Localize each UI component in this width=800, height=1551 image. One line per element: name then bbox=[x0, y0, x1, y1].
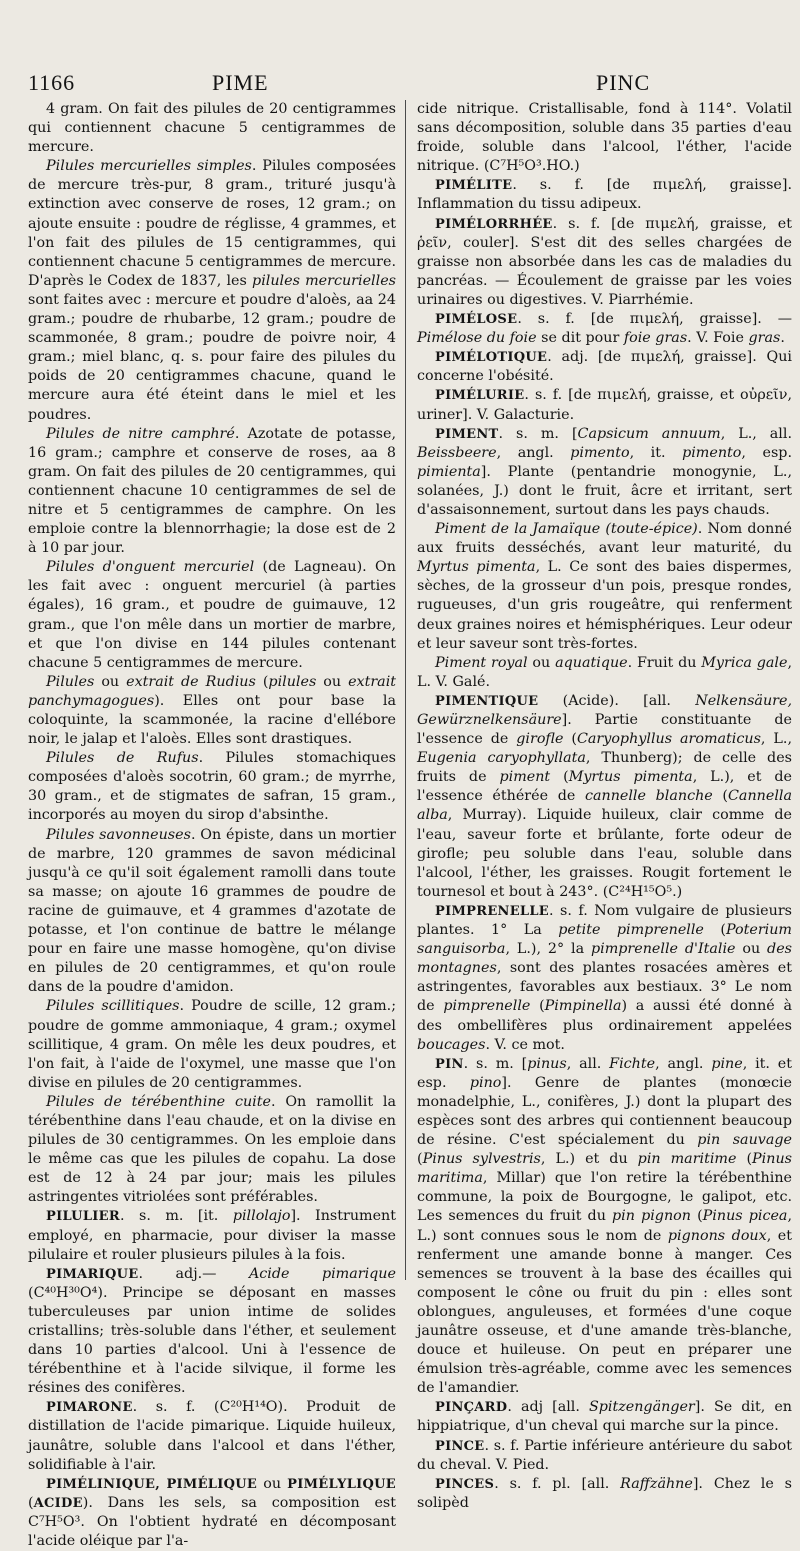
headword: PIMÉLOSE bbox=[435, 312, 518, 328]
entry-text: , sont des plantes rosacées amères et astringentes, favorables aux bestiaux. 3° Le nom de bbox=[417, 960, 792, 1015]
entry-paragraph bbox=[28, 997, 396, 1092]
entry-text: sont faites avec : mercure et poudre d'aloès, aa 24 gram.; poudre de rhubarbe, 12 gram.; poudre de scammonée, 8 gram.; poudre de poivre noir, 4 gram.; miel blanc, q. s. pour faire des pilules du poids de 20 centigrammes chacune, quand le mercure aura été éteint dans le miel et les poudres. bbox=[28, 291, 396, 423]
entry-paragraph bbox=[28, 1207, 396, 1264]
italic-term: Pinus picea bbox=[702, 1208, 788, 1225]
entry-text: . On ramollit la térébenthine dans l'eau chaude, et on la divise en pilules de 30 centigrammes. On les emploie dans le même cas que les pilules de copahu. La dose est de 12 à 24 par jour; mais les pilules astringentes vitriolées sont préférables. bbox=[28, 1093, 396, 1206]
italic-term: Cannella alba bbox=[417, 788, 792, 824]
italic-term: Pilules de nitre camphré bbox=[46, 425, 235, 442]
italic-term: Pilules bbox=[46, 673, 95, 690]
headword: PIMARIQUE bbox=[46, 1266, 139, 1282]
italic-term: Pimpinella bbox=[544, 998, 622, 1015]
italic-term: gras bbox=[748, 330, 781, 347]
entry-text: ]. Plante (pentandrie monogynie, L., solanées, J.) dont le fruit, âcre et irritant, sert d'assaisonnement, surtout dans les pays chauds. bbox=[417, 463, 792, 518]
entry-text: . Nom donné aux fruits desséchés, avant leur maturité, du bbox=[417, 521, 792, 557]
italic-term: Pilules scillitiques bbox=[46, 998, 180, 1015]
entry-text: ( bbox=[703, 922, 726, 939]
left-guide-word: PIME bbox=[212, 70, 269, 95]
entry-text: , esp. bbox=[741, 444, 792, 461]
entry-paragraph bbox=[417, 386, 792, 424]
italic-term: pimprenelle d'Italie bbox=[591, 941, 736, 958]
entry-text: ( bbox=[736, 1151, 753, 1168]
entry-paragraph bbox=[417, 310, 792, 348]
entry-text: ) a aussi été donné à des ombellifères plus ordinairement appelées bbox=[417, 998, 792, 1034]
entry-text: . V. Foie bbox=[687, 330, 749, 347]
entry-text: ( bbox=[417, 1151, 423, 1168]
entry-text: , L.), et de l'essence éthérée de bbox=[417, 769, 792, 805]
running-header bbox=[28, 70, 788, 100]
entry-text: ]. Chez le s solipèd bbox=[417, 1475, 792, 1511]
entry-text: . s. f. [de πιμελή, graisse]. Inflammation du tissu adipeux. bbox=[417, 177, 792, 213]
italic-term: Eugenia caryophyllata bbox=[417, 750, 586, 767]
entry-paragraph bbox=[417, 176, 792, 214]
entry-text: ( bbox=[28, 1494, 34, 1511]
entry-text: (Acide). [all. bbox=[538, 692, 696, 709]
italic-term: Raffzähne bbox=[620, 1475, 693, 1492]
entry-text: , angl. bbox=[496, 444, 571, 461]
entry-text: . Azotate de potasse, 16 gram.; camphre et conserve de roses, aa 8 gram. On fait des pilules de 20 centigrammes, qui contiennent chacune 10 centigrammes de sel de nitre et 5 centigrammes de camphre. On les emploie contre la blennorrhagie; la dose est de 2 à 10 par jour. bbox=[28, 425, 396, 557]
headword: PINCE bbox=[435, 1438, 485, 1454]
entry-paragraph bbox=[417, 1475, 792, 1513]
entry-text: . s. m. [it. bbox=[119, 1208, 233, 1225]
entry-text: , angl. bbox=[655, 1055, 712, 1072]
italic-term: petite pimprenelle bbox=[558, 922, 704, 939]
headword: PIMENTIQUE bbox=[435, 693, 539, 709]
right-guide-word: PINC bbox=[596, 70, 651, 95]
italic-term: Pinus sylvestris bbox=[422, 1151, 541, 1168]
italic-term: Piment royal bbox=[435, 654, 528, 671]
entry-paragraph bbox=[28, 1265, 396, 1399]
entry-text: , all. bbox=[566, 1055, 610, 1072]
entry-text: ( bbox=[255, 673, 269, 690]
entry-text: . s. m. [ bbox=[498, 425, 578, 442]
entry-text: , L., bbox=[760, 731, 792, 748]
entry-text: . Poudre de scille, 12 gram.; poudre de gomme ammoniaque, 4 gram.; oxymel scillitique, 4 gram. On mêle les deux poudres, et l'on fait, à l'aide de l'oxymel, une masse que l'on divise en pilules de 20 centigrammes. bbox=[28, 998, 397, 1091]
headword: PIN bbox=[435, 1056, 464, 1072]
entry-text: , et renferment une amande bonne à manger. Ces semences se trouvent à la base des écailles qui composent le cône ou fruit du pin : elles sont oblongues, anguleuses, et formées d'une coque jaunâtre osseuse, et d'une amande très-blanche, douce et huileuse. On peut en préparer une émulsion très-agréable, comme avec les semences de l'amandier. bbox=[417, 1227, 793, 1397]
italic-term: pine bbox=[711, 1055, 743, 1072]
italic-term: Spitzengänger bbox=[588, 1399, 695, 1416]
italic-term: Beissbeere bbox=[417, 444, 497, 461]
italic-term: aquatique bbox=[555, 654, 628, 671]
entry-text: ( bbox=[563, 731, 577, 748]
entry-text: . V. ce mot. bbox=[485, 1036, 565, 1053]
entry-paragraph bbox=[28, 826, 396, 998]
italic-term: pimento bbox=[570, 444, 630, 461]
entry-text: , L. V. Galé. bbox=[417, 654, 793, 690]
entry-paragraph bbox=[28, 157, 396, 424]
entry-paragraph bbox=[28, 1398, 396, 1474]
italic-term: Capsicum annuum bbox=[577, 425, 721, 442]
entry-paragraph bbox=[417, 1398, 792, 1436]
entry-paragraph bbox=[417, 1055, 792, 1399]
entry-text: . s. f. Nom vulgaire de plusieurs plantes. 1° La bbox=[417, 902, 792, 939]
entry-paragraph bbox=[417, 692, 792, 902]
entry-paragraph bbox=[28, 1475, 396, 1551]
column-rule bbox=[405, 100, 406, 1280]
entry-text: (de Lagneau). On les fait avec : onguent mercuriel (à parties égales), 16 gram., et poudre de guimauve, 12 gram., que l'on mêle dans un mortier de marbre, et que l'on divise en 144 pilules contenant chacune 5 centigrammes de mercure. bbox=[28, 559, 396, 671]
entry-paragraph bbox=[417, 425, 792, 520]
entry-text: ou bbox=[316, 673, 349, 690]
italic-term: Pilules de térébenthine cuite bbox=[46, 1093, 271, 1110]
entry-text: (C⁴⁰H³⁰O⁴). Principe se déposant en masses tuberculeuses par union intime de solides cristallins; très-soluble dans l'éther, et seulement dans 10 parties d'alcool. Uni à l'essence de térébenthine et à l'acide silvique, il forme les résines des conifères. bbox=[28, 1284, 396, 1397]
headword: PILULIER bbox=[46, 1209, 120, 1225]
entry-text: . Pilules composées de mercure très-pur, 8 gram., trituré jusqu'à extinction avec conserve de roses, 12 gram.; on ajoute ensuite : poudre de réglisse, 4 grammes, et l'on fait des pilules de 15 centigrammes, qui contiennent chacune 5 centigrammes de mercure. D'après le Codex de 1837, les bbox=[28, 158, 396, 289]
italic-term: Pilules d'onguent mercuriel bbox=[46, 559, 255, 576]
entry-text: . s. f. pl. [all. bbox=[494, 1475, 621, 1492]
entry-text: , L.) sont connues sous le nom de bbox=[417, 1208, 792, 1244]
headword: PIMÉLYLIQUE bbox=[287, 1476, 396, 1492]
entry-text: . adj. [de πιμελή, graisse]. Qui concerne l'obésité. bbox=[417, 349, 792, 385]
entry-text: . s. f. [de πιμελή, graisse, et οὐρεῖν, uriner]. V. Galacturie. bbox=[417, 387, 792, 423]
entry-paragraph bbox=[28, 425, 396, 559]
italic-term: foie gras bbox=[623, 330, 688, 347]
italic-term: pilules bbox=[268, 673, 317, 690]
headword: PIMÉLORRHÉE bbox=[435, 216, 553, 232]
entry-text: . s. f. [de πιμελή, graisse, et ῥεῖν, couler]. S'est dit des selles chargées de graisse non absorbée dans les cas de maladies du pancréas. — Écoulement de graisse par les voies urinaires ou digestives. V. Piarrhémie. bbox=[417, 215, 792, 308]
italic-term: boucages bbox=[417, 1036, 486, 1053]
right-column bbox=[417, 100, 792, 1513]
entry-text: cide nitrique. Cristallisable, fond à 114°. Volatil sans décomposition, soluble dans 35 parties d'eau froide, soluble dans l'alcool, l'éther, l'acide nitrique. (C⁷H⁵O³.HO.) bbox=[417, 101, 792, 175]
entry-paragraph bbox=[417, 215, 792, 310]
entry-text: ou bbox=[735, 941, 768, 958]
italic-term: pillolajo bbox=[232, 1208, 291, 1225]
entry-text: , L. Ce sont des baies dispermes, sèches, de la grosseur d'un pois, presque rondes, rugueuses, d'un gris rougeâtre, qui renferment deux graines noires et hémisphériques. Leur odeur et leur saveur sont très-fortes. bbox=[417, 559, 792, 652]
italic-term: extrait panchymagogues bbox=[28, 673, 397, 709]
italic-term: Pilules savonneuses bbox=[46, 826, 191, 843]
entry-paragraph bbox=[28, 673, 396, 749]
entry-text: . s. f. [de πιμελή, graisse]. — bbox=[517, 311, 792, 328]
headword: PINÇARD bbox=[435, 1400, 508, 1416]
italic-term: cannelle blanche bbox=[584, 788, 713, 805]
italic-term: pilules mercurielles bbox=[252, 272, 396, 289]
page-number: 1166 bbox=[28, 70, 76, 95]
entry-text: ]. Genre de plantes (monœcie monadelphie, L., conifères, J.) dont la plupart des espèces sont des arbres qui contiennent beaucoup de résine. C'est spécialement du bbox=[417, 1074, 792, 1149]
italic-term: pino bbox=[469, 1074, 502, 1091]
italic-term: pimprenelle bbox=[443, 998, 531, 1015]
entry-text: . On épiste, dans un mortier de marbre, 120 grammes de savon médicinal jusqu'à ce qu'il soit également ramolli dans toute sa masse; on ajoute 16 grammes de poudre de racine de guimauve, et 4 grammes d'azotate de potasse, et l'on continue de battre le mélange pour en faire une masse homogène, qu'on divise en pilules de 20 centigrammes, et qu'on roule dans de la poudre d'amidon. bbox=[28, 826, 397, 996]
entry-text: . s. m. [ bbox=[463, 1055, 528, 1072]
headword: PIMÉLURIE bbox=[435, 388, 525, 404]
entry-paragraph bbox=[28, 100, 396, 157]
italic-term: Pimélose du foie bbox=[417, 330, 537, 347]
entry-text: , L., all. bbox=[720, 425, 792, 442]
entry-text: 4 gram. On fait des pilules de 20 centigrammes qui contiennent chacune 5 centigrammes de mercure. bbox=[28, 101, 396, 156]
entry-text: . adj [all. bbox=[507, 1399, 589, 1416]
entry-paragraph bbox=[417, 520, 792, 654]
entry-text: ]. Instrument employé, en pharmacie, pour diviser la masse pilulaire et rouler plusieurs pilules à la fois. bbox=[28, 1208, 396, 1263]
entry-text: , Murray). Liquide huileux, clair comme de l'eau, saveur forte et brûlante, forte odeur de girofle; peu soluble dans l'eau, soluble dans l'alcool, l'éther, les graisses. Rougit fortement le tournesol et bout à 243°. (C²⁴H¹⁵O⁵.) bbox=[417, 807, 792, 900]
italic-term: pignons doux bbox=[667, 1227, 767, 1244]
italic-term: girofle bbox=[516, 731, 564, 748]
italic-term: Caryophyllus aromaticus bbox=[576, 731, 761, 748]
entry-text: . bbox=[780, 330, 785, 347]
headword: PIMÉLOTIQUE bbox=[435, 350, 548, 366]
entry-paragraph bbox=[417, 902, 792, 1055]
entry-text: ( bbox=[550, 769, 569, 786]
left-column bbox=[28, 100, 396, 1551]
entry-text: ). Dans les sels, sa composition est C⁷H⁵O³. On l'obtient hydraté en décomposant l'acide oléique par l'a- bbox=[28, 1494, 396, 1550]
italic-term: Acide pimarique bbox=[248, 1265, 396, 1282]
headword: PINCES bbox=[435, 1476, 495, 1492]
headword: PIMÉLITE bbox=[435, 178, 513, 194]
headword: PIMÉLINIQUE, PIMÉLIQUE bbox=[46, 1476, 258, 1492]
entry-text: . Pilules stomachiques composées d'aloès socotrin, 60 gram.; de myrrhe, 30 gram., et de stigmates de safran, 15 gram., incorporés au moyen du sirop d'absinthe. bbox=[28, 750, 396, 824]
italic-term: pin sauvage bbox=[697, 1132, 792, 1149]
entry-paragraph bbox=[28, 558, 396, 673]
entry-text: , L.), 2° la bbox=[505, 941, 591, 958]
entry-paragraph bbox=[417, 1437, 792, 1475]
headword: PIMENT bbox=[435, 426, 499, 442]
italic-term: piment bbox=[499, 769, 551, 786]
italic-term: des montagnes bbox=[417, 941, 792, 977]
entry-paragraph bbox=[417, 654, 792, 692]
italic-term: Fichte bbox=[609, 1055, 656, 1072]
entry-text: . adj.— bbox=[138, 1265, 249, 1282]
italic-term: pinus bbox=[527, 1055, 567, 1072]
entry-paragraph bbox=[417, 348, 792, 386]
italic-term: pimienta bbox=[417, 463, 481, 480]
entry-text: ( bbox=[530, 998, 545, 1015]
entry-text: ]. Se dit, en hippiatrique, d'un cheval qui marche sur la pince. bbox=[417, 1399, 792, 1435]
entry-text: se dit pour bbox=[536, 330, 624, 347]
entry-text: , Thunberg); de celle des fruits de bbox=[417, 750, 792, 786]
entry-text: ]. Partie constituante de l'essence de bbox=[417, 712, 792, 748]
entry-text: , L.) et du bbox=[540, 1151, 638, 1168]
italic-term: Pilules de Rufus bbox=[46, 750, 199, 767]
entry-text: ou bbox=[94, 673, 127, 690]
italic-term: pimento bbox=[682, 444, 742, 461]
entry-text: ( bbox=[712, 788, 728, 805]
entry-paragraph bbox=[28, 1093, 396, 1208]
headword: ACIDE bbox=[33, 1495, 83, 1511]
entry-text: ou bbox=[257, 1475, 288, 1492]
entry-text: ou bbox=[527, 654, 556, 671]
entry-text: ). Elles ont pour base la coloquinte, la scammonée, la racine d'ellébore noir, le jalap et l'aloès. Elles sont drastiques. bbox=[28, 692, 396, 748]
entry-text: , it. et esp. bbox=[417, 1055, 792, 1091]
headword: PIMPRENELLE bbox=[435, 903, 550, 919]
entry-text: . Fruit du bbox=[627, 654, 702, 671]
headword: PIMARONE bbox=[46, 1400, 133, 1416]
entry-paragraph bbox=[28, 749, 396, 825]
entry-text: , it. bbox=[629, 444, 683, 461]
italic-term: Nelkensäure, Gewürznelkensäure bbox=[417, 692, 792, 728]
italic-term: Piment de la Jamaïque (toute-épice) bbox=[435, 521, 698, 538]
entry-text: , Millar) que l'on retire la térébenthine commune, la poix de Bourgogne, le galipot, etc. Les semences du fruit du bbox=[417, 1170, 792, 1225]
italic-term: pin maritime bbox=[637, 1151, 737, 1168]
entry-text: . s. f. (C²⁰H¹⁴O). Produit de distillation de l'acide pimarique. Liquide huileux, jaunâtre, soluble dans l'alcool et dans l'éther, solidifiable à l'air. bbox=[28, 1399, 396, 1473]
entry-paragraph bbox=[417, 100, 792, 176]
italic-term: extrait de Rudius bbox=[126, 673, 256, 690]
entry-text: ( bbox=[690, 1208, 703, 1225]
italic-term: Myrica gale bbox=[701, 654, 788, 671]
italic-term: Myrtus pimenta bbox=[568, 769, 693, 786]
italic-term: Myrtus pimenta bbox=[417, 559, 536, 576]
entry-text: . s. f. Partie inférieure antérieure du sabot du cheval. V. Pied. bbox=[417, 1437, 792, 1473]
italic-term: Pinus maritima bbox=[417, 1151, 792, 1187]
italic-term: pin pignon bbox=[612, 1208, 691, 1225]
italic-term: Pilules mercurielles simples bbox=[46, 158, 252, 175]
italic-term: Poterium sanguisorba bbox=[417, 922, 792, 958]
